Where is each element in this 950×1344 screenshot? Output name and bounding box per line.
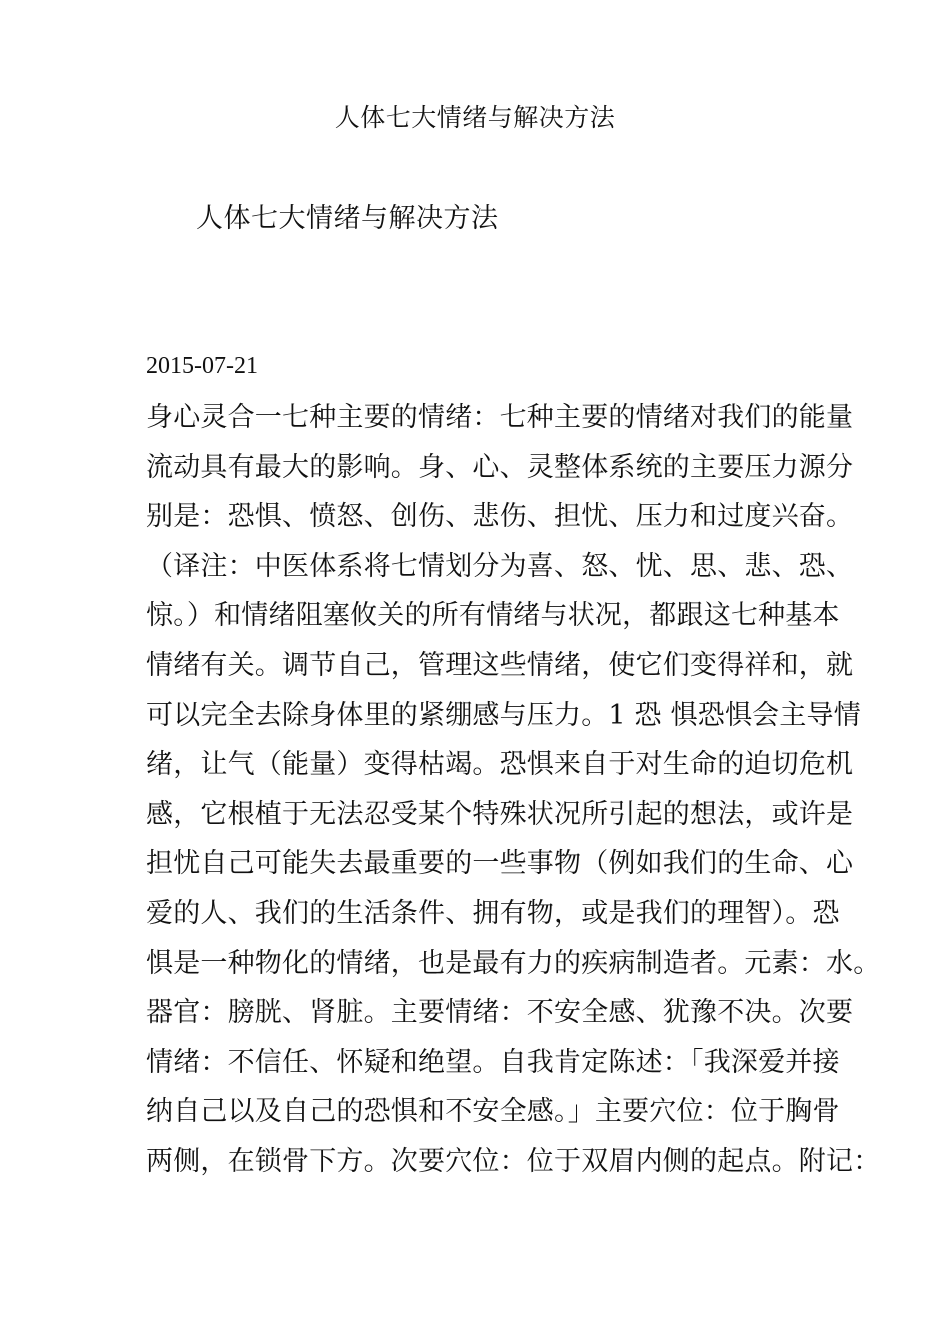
- body-line: 爱的人、我们的生活条件、拥有物，或是我们的理智）。恐: [146, 897, 840, 929]
- body-line: 担忧自己可能失去最重要的一些事物（例如我们的生命、心: [146, 848, 854, 880]
- body-line: 两侧，在锁骨下方。次要穴位：位于双眉内侧的起点。附记：: [146, 1145, 881, 1177]
- body-line: 惧是一种物化的情绪，也是最有力的疾病制造者。元素：水。: [146, 947, 881, 979]
- body-line: 惊。）和情绪阻塞攸关的所有情绪与状况，都跟这七种基本: [146, 600, 840, 632]
- body-line: 流动具有最大的影响。身、心、灵整体系统的主要压力源分: [146, 451, 854, 483]
- body-line: 绪，让气（能量）变得枯竭。恐惧来自于对生命的迫切危机: [146, 749, 854, 781]
- header-title: 人体七大情绪与解决方法: [334, 103, 616, 132]
- body-line: 感，它根植于无法忍受某个特殊状况所引起的想法，或许是: [146, 798, 854, 830]
- publish-date: 2015-07-21: [146, 353, 258, 379]
- body-line: 情绪有关。调节自己，管理这些情绪，使它们变得祥和，就: [146, 649, 854, 681]
- body-line: 可以完全去除身体里的紧绷感与压力。1 恐 惧恐惧会主导情: [146, 699, 861, 731]
- body-line: 情绪：不信任、怀疑和绝望。自我肯定陈述：「我深爱并接: [146, 1046, 840, 1078]
- body-line: （译注：中医体系将七情划分为喜、怒、忧、思、悲、恐、: [146, 550, 854, 582]
- body-line: 身心灵合一七种主要的情绪：七种主要的情绪对我们的能量: [146, 402, 854, 433]
- body-line: 别是：恐惧、愤怒、创伤、悲伤、担忧、压力和过度兴奋。: [146, 501, 854, 533]
- document-title: 人体七大情绪与解决方法: [196, 203, 499, 234]
- body-text: [146, 398, 881, 1192]
- body-line: 器官：膀胱、肾脏。主要情绪：不安全感、犹豫不决。次要: [146, 997, 854, 1029]
- body-line: 纳自己以及自己的恐惧和不安全感。」主要穴位：位于胸骨: [146, 1096, 840, 1128]
